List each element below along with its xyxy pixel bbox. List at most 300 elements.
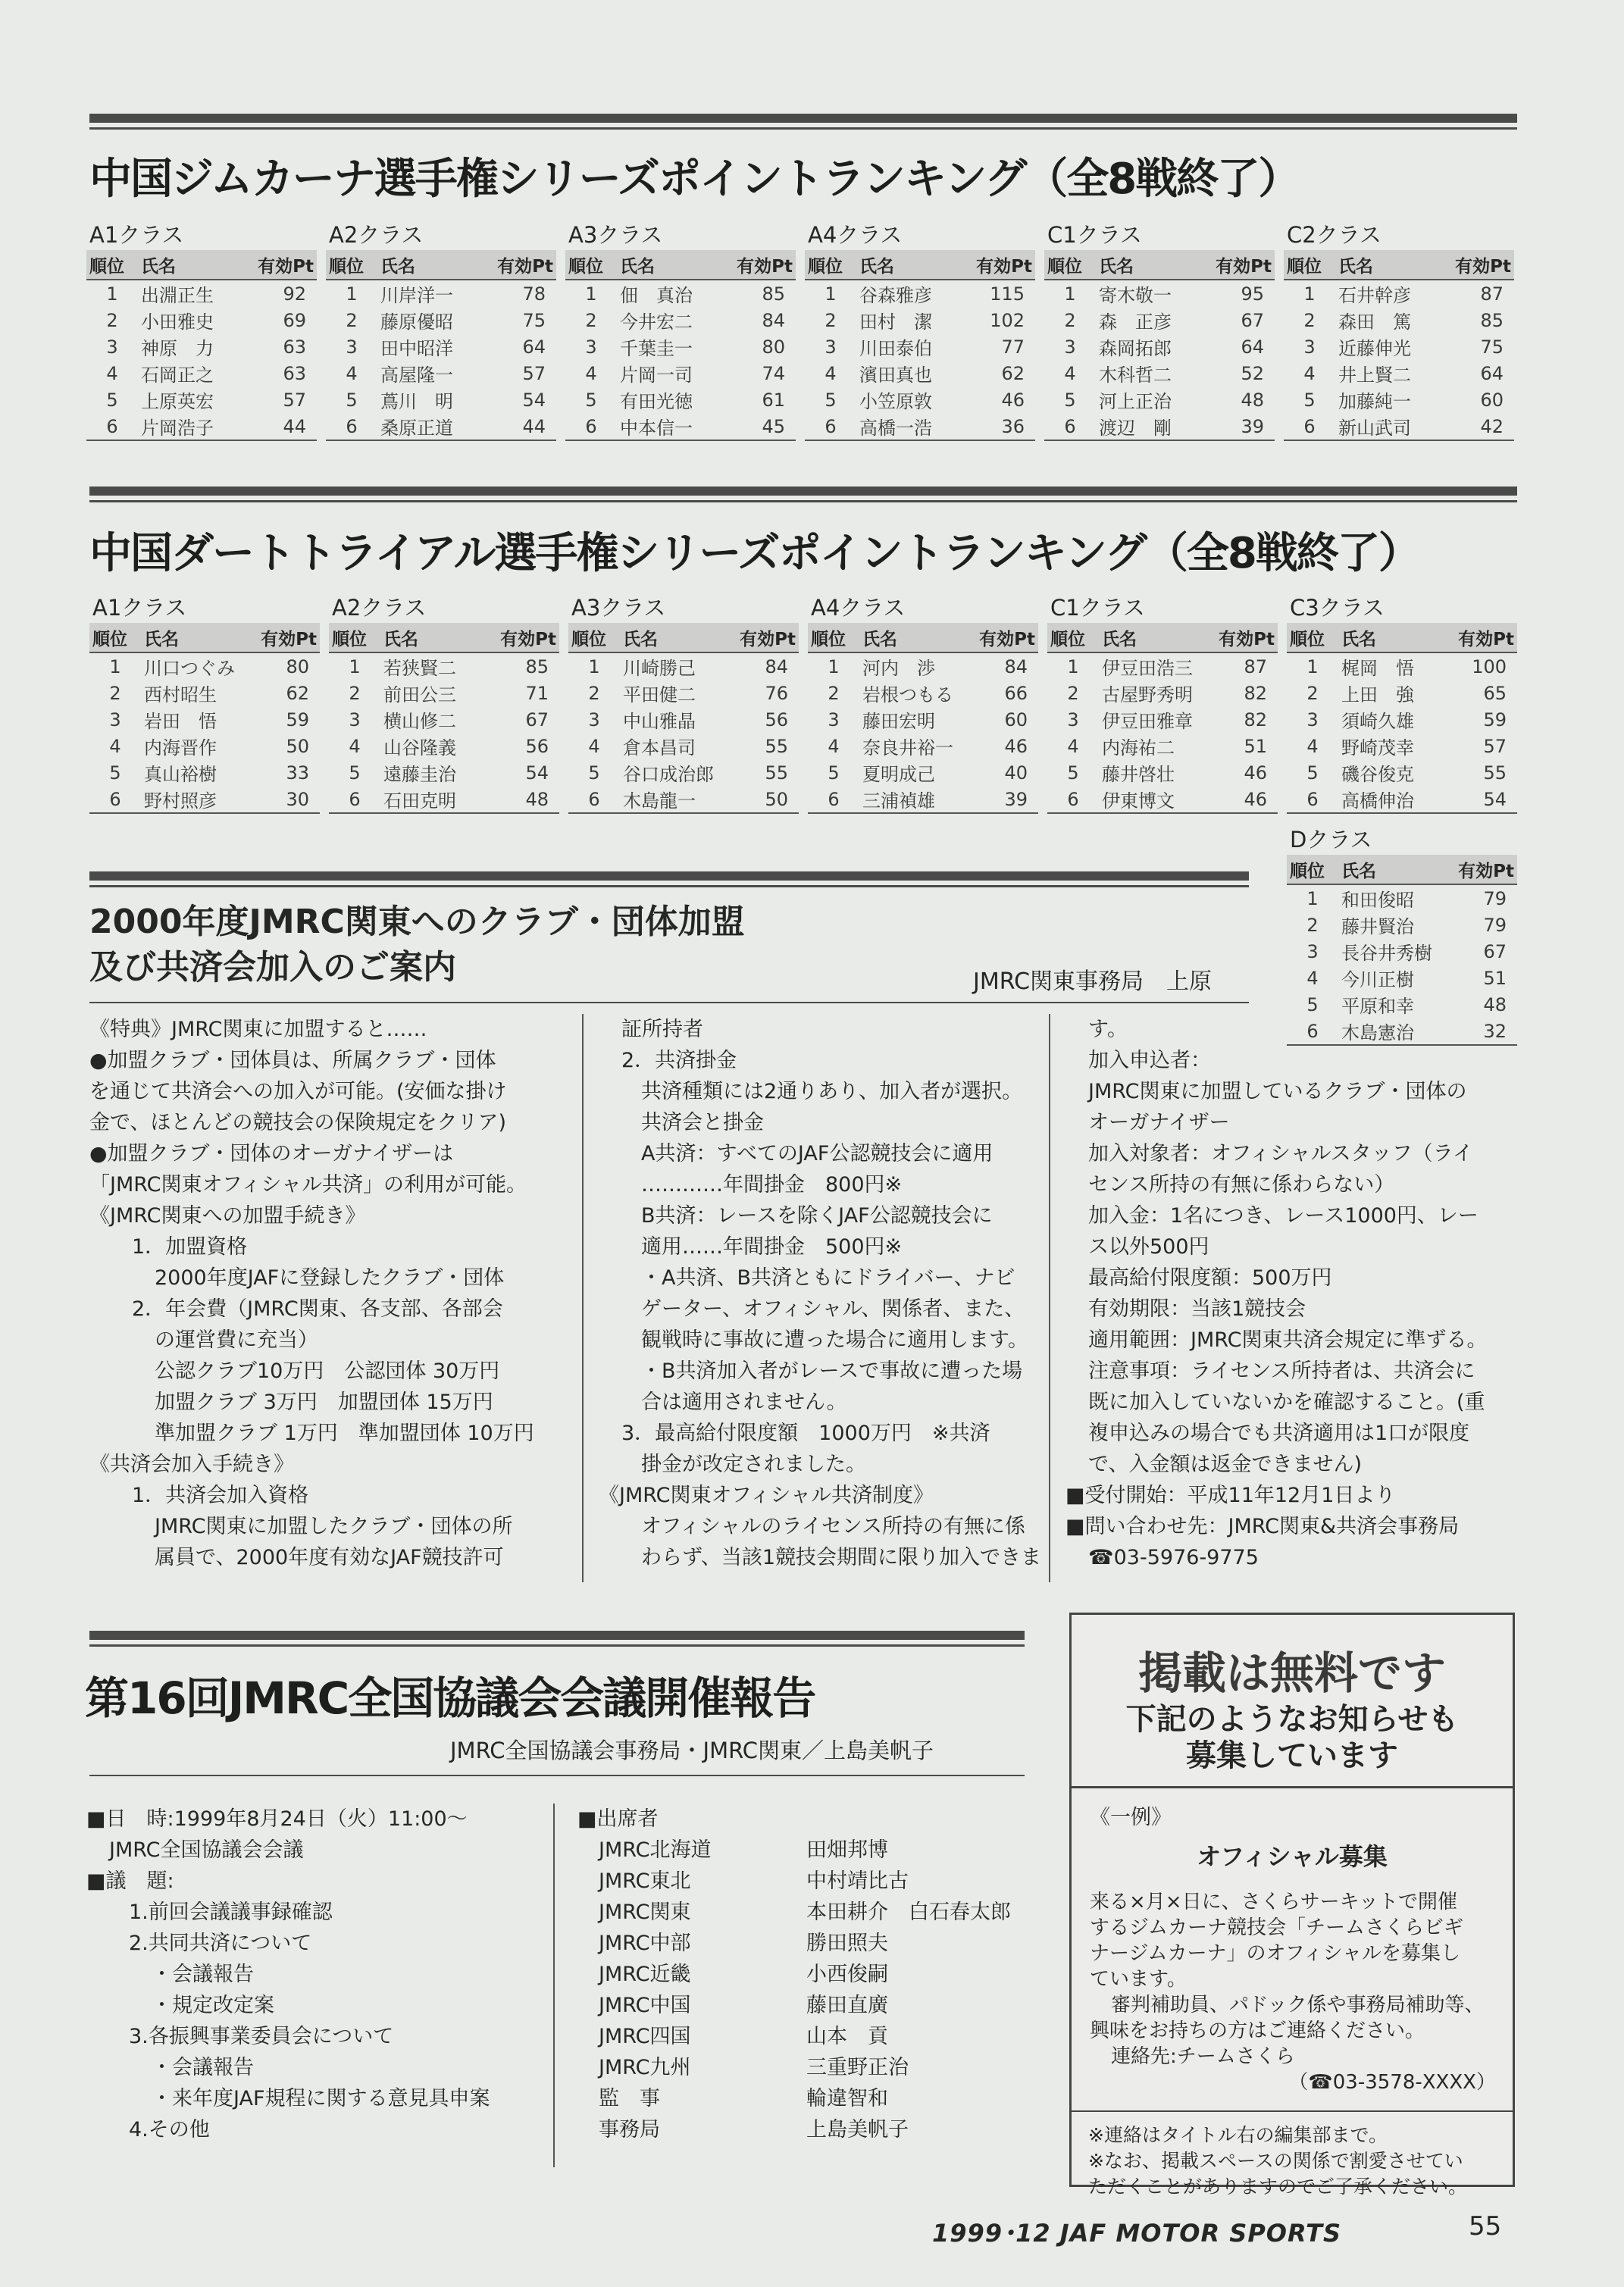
- text-line: オフィシャルのライセンス所持の有無に係: [641, 1515, 1026, 1538]
- text-line: 加入金：1名につき、レース1000円、レー: [1088, 1204, 1478, 1228]
- section-rule: [89, 1644, 1025, 1647]
- club-column-2: [599, 1014, 1042, 1573]
- attendee-group: JMRC九州: [599, 2056, 691, 2079]
- points-cell: 64: [1480, 362, 1504, 384]
- notice-headline: 掲載は無料です: [1137, 1647, 1446, 1699]
- dirt-ranking-table: [808, 623, 1038, 814]
- name-cell: 伊豆田雅章: [1102, 711, 1193, 732]
- points-cell: 46: [1244, 762, 1267, 784]
- attendee-row: [577, 1959, 1032, 1990]
- table-row: [1044, 360, 1275, 386]
- name-cell: 谷森雅彦: [859, 285, 932, 306]
- points-cell: 54: [1450, 786, 1517, 813]
- text-line: 《JMRC関東への加盟手続き》: [89, 1204, 366, 1228]
- table-row: [329, 652, 559, 680]
- table-row: [1287, 884, 1517, 912]
- rank-cell: 2: [1306, 914, 1319, 936]
- points-cell: 78: [522, 283, 546, 305]
- text-line: 1．共済会加入資格: [132, 1484, 309, 1507]
- gymkhana-ranking-table: [565, 250, 796, 441]
- rank-header: 順位: [808, 623, 859, 652]
- rank-cell: 4: [825, 362, 837, 384]
- rank-cell: 4: [585, 362, 597, 384]
- notice-notes: [1072, 2120, 1513, 2203]
- rank-cell: 2: [825, 309, 837, 331]
- table-row: [565, 413, 796, 440]
- table-row: [1287, 965, 1517, 991]
- name-cell: 真山裕樹: [144, 764, 217, 785]
- name-cell: 藤井啓壮: [1102, 764, 1175, 785]
- name-cell: 前田公三: [383, 684, 456, 705]
- table-row: [1044, 413, 1275, 440]
- text-line: ゲーター、オフィシャル、関係者、また、: [641, 1297, 1025, 1321]
- table-row: [805, 307, 1035, 333]
- text-line: ●加盟クラブ・団体のオーガナイザーは: [89, 1142, 454, 1165]
- notice-example-title: オフィシャル募集: [1197, 1842, 1388, 1871]
- rank-cell: 4: [346, 362, 358, 384]
- gymkhana-class-block: [565, 220, 796, 441]
- name-cell: 梶岡 悟: [1341, 658, 1414, 679]
- text-line: ■日 時:1999年8月24日（火）11:00〜: [86, 1807, 468, 1831]
- table-row: [86, 280, 317, 307]
- name-cell: 高橋一浩: [856, 413, 968, 440]
- table-row: [89, 652, 320, 680]
- dirt-class-block: [89, 593, 320, 814]
- rank-cell: 4: [109, 735, 121, 757]
- table-row: [1047, 759, 1278, 786]
- rank-cell: 4: [1306, 967, 1319, 989]
- rank-cell: 5: [1306, 993, 1319, 1015]
- rank-cell: 5: [1303, 389, 1316, 411]
- name-header: 氏名: [138, 250, 250, 280]
- text-line: 金で、ほとんどの競技会の保険規定をクリア): [89, 1111, 506, 1134]
- points-cell: 55: [765, 735, 788, 757]
- points-cell: 60: [1480, 389, 1504, 411]
- name-cell: 若狭賢二: [383, 658, 456, 679]
- name-header: 氏名: [856, 250, 968, 280]
- dirt-class-label: Dクラス: [1290, 827, 1372, 853]
- name-cell: 蔦川 明: [380, 391, 453, 412]
- dirt-class-block: [1287, 593, 1517, 814]
- points-cell: 67: [525, 709, 549, 731]
- attendee-name: 上島美帆子: [806, 2118, 909, 2142]
- attendee-group: JMRC東北: [599, 1869, 691, 1893]
- table-row: [1284, 386, 1514, 413]
- club-author: JMRC関東事務局 上原: [973, 968, 1213, 995]
- dirt-class-block: [808, 593, 1038, 814]
- attendee-row: [577, 2021, 1032, 2052]
- name-cell: 濱田真也: [859, 364, 932, 386]
- rank-cell: 3: [828, 709, 840, 731]
- text-line: 3．最高給付限度額 1000万円 ※共済: [621, 1422, 990, 1445]
- text-line: JMRC関東に加盟しているクラブ・団体の: [1088, 1080, 1467, 1103]
- dirt-class-label: A4クラス: [811, 595, 906, 621]
- name-cell: 千葉圭一: [620, 338, 693, 359]
- table-row: [329, 706, 559, 733]
- name-cell: 寄木敬一: [1099, 285, 1172, 306]
- table-row: [808, 786, 1038, 813]
- text-line: 1.前回会議議事録確認: [129, 1901, 333, 1924]
- notice-example-label: 《一例》: [1090, 1806, 1172, 1829]
- table-row: [86, 307, 317, 333]
- name-cell: 上原英宏: [141, 391, 214, 412]
- rank-cell: 6: [1287, 1018, 1338, 1045]
- text-line: 最高給付限度額：500万円: [1088, 1266, 1332, 1290]
- meeting-author: JMRC全国協議会事務局・JMRC関東／上島美帆子: [450, 1738, 934, 1763]
- points-cell: 85: [525, 655, 549, 677]
- name-header: 氏名: [141, 623, 253, 652]
- rank-cell: 5: [828, 762, 840, 784]
- rank-cell: 3: [825, 336, 837, 358]
- table-row: [1284, 280, 1514, 307]
- rank-cell: 5: [825, 389, 837, 411]
- name-cell: 森 正彦: [1099, 311, 1172, 333]
- gymkhana-class-block: [805, 220, 1035, 441]
- table-row: [1044, 307, 1275, 333]
- notice-note-2: ※なお、掲載スペースの関係で割愛させてい: [1088, 2150, 1463, 2172]
- table-row: [805, 386, 1035, 413]
- rank-header: 順位: [89, 623, 141, 652]
- rank-cell: 1: [1064, 283, 1076, 305]
- points-cell: 71: [525, 682, 549, 704]
- name-cell: 岩田 悟: [144, 711, 217, 732]
- gymkhana-ranking-table: [86, 250, 317, 441]
- section-rule: [89, 1631, 1025, 1640]
- table-row: [329, 786, 559, 813]
- club-column-1: [89, 1014, 537, 1573]
- rank-cell: 3: [106, 336, 118, 358]
- name-cell: 新山武司: [1335, 413, 1447, 440]
- notice-line: （☎03-3578-XXXX）: [1288, 2071, 1496, 2094]
- text-line: 2.共同共済について: [129, 1932, 312, 1955]
- table-row: [565, 333, 796, 360]
- rank-cell: 4: [1306, 735, 1319, 757]
- rank-cell: 2: [828, 682, 840, 704]
- gymkhana-class-label: C1クラス: [1047, 222, 1142, 248]
- text-line: 共済会と掛金: [641, 1111, 764, 1134]
- table-row: [1284, 413, 1514, 440]
- points-cell: 95: [1241, 283, 1264, 305]
- table-row: [1284, 333, 1514, 360]
- dirt-class-label: C1クラス: [1050, 595, 1145, 621]
- name-cell: 伊東博文: [1099, 786, 1211, 813]
- section-rule: [89, 486, 1517, 496]
- attendee-name: 勝田照夫: [806, 1932, 888, 1955]
- name-cell: 伊豆田浩三: [1102, 658, 1193, 679]
- points-cell: 64: [1241, 336, 1264, 358]
- rank-cell: 1: [1306, 655, 1319, 677]
- gymkhana-class-label: A1クラス: [89, 222, 184, 248]
- name-cell: 平原和幸: [1341, 996, 1414, 1017]
- name-header: 氏名: [1099, 623, 1211, 652]
- rank-header: 順位: [1044, 250, 1096, 280]
- attendee-group: 監 事: [599, 2087, 660, 2110]
- rank-cell: 5: [346, 389, 358, 411]
- rank-cell: 2: [346, 309, 358, 331]
- dirt-class-label: A1クラス: [92, 595, 187, 621]
- points-cell: 75: [1480, 336, 1504, 358]
- notice-line: ナージムカーナ」のオフィシャルを募集し: [1090, 1942, 1461, 1965]
- text-line: わらず、当該1競技会期間に限り加入できま: [641, 1546, 1042, 1569]
- points-cell: 42: [1447, 413, 1514, 440]
- name-cell: 今川正樹: [1341, 969, 1414, 990]
- points-cell: 54: [522, 389, 546, 411]
- points-cell: 39: [972, 786, 1038, 813]
- gymkhana-class-block: [1284, 220, 1514, 441]
- text-line: 既に加入していないかを確認すること。(重: [1088, 1391, 1485, 1414]
- table-row: [565, 307, 796, 333]
- name-cell: 木島龍一: [620, 786, 732, 813]
- rank-cell: 1: [106, 283, 118, 305]
- points-cell: 60: [1004, 709, 1028, 731]
- name-cell: 中本信一: [617, 413, 729, 440]
- notice-box: [1069, 1613, 1515, 2198]
- points-cell: 56: [525, 735, 549, 757]
- rank-cell: 2: [1064, 309, 1076, 331]
- rank-cell: 6: [86, 413, 138, 440]
- rank-cell: 4: [1303, 362, 1316, 384]
- rank-cell: 5: [109, 762, 121, 784]
- name-cell: 川岸洋一: [380, 285, 453, 306]
- table-row: [805, 360, 1035, 386]
- points-cell: 63: [283, 336, 306, 358]
- text-line: ・会議報告: [152, 2056, 254, 2079]
- attendee-group: JMRC関東: [599, 1901, 691, 1924]
- meeting-title: 第16回JMRC全国協議会会議開催報告: [85, 1672, 815, 1724]
- text-line: B共済：レースを除くJAF公認競技会に: [641, 1204, 993, 1228]
- table-row: [1047, 733, 1278, 759]
- rank-cell: 2: [588, 682, 600, 704]
- notice-body: [1072, 1872, 1513, 2095]
- attendee-name: 中村靖比古: [806, 1869, 909, 1893]
- text-line: JMRC関東に加盟したクラブ・団体の所: [155, 1515, 513, 1538]
- text-line: 有効期限：当該1競技会: [1088, 1297, 1306, 1321]
- points-cell: 85: [762, 283, 785, 305]
- table-row: [89, 680, 320, 706]
- points-header: 有効Pt: [972, 623, 1038, 652]
- dirt-class-block: [1047, 593, 1278, 814]
- points-cell: 44: [250, 413, 317, 440]
- points-cell: 77: [1001, 336, 1025, 358]
- notice-sub1: 下記のようなお知らせも: [1125, 1702, 1459, 1737]
- rank-header: 順位: [1047, 623, 1099, 652]
- table-row: [805, 280, 1035, 307]
- club-title-line2: 及び共済会加入のご案内: [89, 948, 456, 987]
- attendee-name: 小西俊嗣: [806, 1963, 888, 1986]
- text-line: ■受付開始：平成11年12月1日より: [1065, 1484, 1396, 1507]
- text-line: ■問い合わせ先：JMRC関東&共済会事務局: [1065, 1515, 1460, 1538]
- points-cell: 100: [1472, 655, 1507, 677]
- table-row: [1287, 786, 1517, 813]
- name-header: 氏名: [617, 250, 729, 280]
- text-line: 4.その他: [129, 2118, 210, 2142]
- text-line: ・規定改定案: [152, 1994, 274, 2017]
- table-row: [808, 706, 1038, 733]
- points-cell: 75: [522, 309, 546, 331]
- name-cell: 夏明成己: [862, 764, 935, 785]
- table-row: [86, 413, 317, 440]
- rank-cell: 6: [1284, 413, 1335, 440]
- table-row: [568, 706, 799, 733]
- name-cell: 西村昭生: [144, 684, 217, 705]
- notice-line: 審判補助員、パドック係や事務局補助等、: [1111, 1994, 1485, 2016]
- gymkhana-class-label: A3クラス: [568, 222, 663, 248]
- text-line: 公認クラブ10万円 公認団体 30万円: [155, 1359, 500, 1383]
- points-cell: 79: [1483, 914, 1507, 936]
- table-row: [326, 307, 556, 333]
- table-row: [329, 680, 559, 706]
- name-cell: 今井宏二: [620, 311, 693, 333]
- gymkhana-class-block: [1044, 220, 1275, 441]
- dirt-ranking-table: [1047, 623, 1278, 814]
- table-row: [565, 386, 796, 413]
- name-cell: 内海晋作: [144, 737, 217, 759]
- name-cell: 木島憲治: [1338, 1018, 1450, 1045]
- name-cell: 遠藤圭治: [383, 764, 456, 785]
- points-cell: 82: [1244, 682, 1267, 704]
- rank-cell: 5: [585, 389, 597, 411]
- points-header: 有効Pt: [253, 623, 320, 652]
- name-header: 氏名: [380, 623, 493, 652]
- notice-line: 来る×月×日に、さくらサーキットで開催: [1090, 1891, 1458, 1913]
- points-cell: 54: [525, 762, 549, 784]
- table-row: [568, 733, 799, 759]
- section-rule: [89, 1775, 1025, 1776]
- club-column-3: [1065, 1014, 1520, 1573]
- gymkhana-ranking-table: [805, 250, 1035, 441]
- name-cell: 桑原正道: [377, 413, 490, 440]
- text-line: ・来年度JAF規程に関する意見具申案: [152, 2087, 490, 2110]
- footer-magazine: 1999･12 JAF MOTOR SPORTS: [932, 2219, 1342, 2248]
- dirt-ranking-table: [1287, 623, 1517, 814]
- name-cell: 片岡一司: [620, 364, 693, 386]
- table-row: [1287, 759, 1517, 786]
- table-row: [1284, 307, 1514, 333]
- dirt-ranking-table: [568, 623, 799, 814]
- rank-cell: 5: [588, 762, 600, 784]
- text-line: 2．共済掛金: [621, 1049, 737, 1072]
- points-cell: 84: [1004, 655, 1028, 677]
- name-cell: 和田俊昭: [1341, 890, 1414, 911]
- gymkhana-ranking-table: [1284, 250, 1514, 441]
- points-cell: 67: [1483, 940, 1507, 962]
- attendee-group: JMRC四国: [599, 2025, 691, 2048]
- table-row: [326, 386, 556, 413]
- table-row: [1287, 652, 1517, 680]
- attendee-group: 事務局: [599, 2118, 660, 2142]
- dirt-class-label: A2クラス: [332, 595, 427, 621]
- gymkhana-ranking-table: [1044, 250, 1275, 441]
- points-cell: 57: [522, 362, 546, 384]
- points-cell: 62: [286, 682, 309, 704]
- points-cell: 61: [762, 389, 785, 411]
- table-row: [326, 360, 556, 386]
- text-line: 加入対象者：オフィシャルスタッフ（ライ: [1088, 1142, 1473, 1165]
- points-cell: 48: [493, 786, 559, 813]
- name-cell: 高橋伸治: [1338, 786, 1450, 813]
- points-cell: 30: [253, 786, 320, 813]
- rank-cell: 1: [1067, 655, 1079, 677]
- name-cell: 田村 潔: [859, 311, 932, 333]
- attendees-label: ■出席者: [577, 1807, 659, 1831]
- points-cell: 46: [1001, 389, 1025, 411]
- name-cell: 古屋野秀明: [1102, 684, 1193, 705]
- attendee-row: [577, 2114, 1032, 2145]
- table-row: [565, 360, 796, 386]
- rank-cell: 4: [1067, 735, 1079, 757]
- rank-cell: 1: [585, 283, 597, 305]
- attendee-row: [577, 1990, 1032, 2021]
- text-line: オーガナイザー: [1088, 1111, 1230, 1134]
- text-line: 《JMRC関東オフィシャル共済制度》: [599, 1484, 934, 1507]
- table-row: [1044, 386, 1275, 413]
- attendee-row: [577, 1866, 1032, 1897]
- table-row: [89, 759, 320, 786]
- attendee-row: [577, 1897, 1032, 1928]
- attendee-row: [577, 1928, 1032, 1959]
- rank-header: 順位: [1287, 855, 1338, 884]
- name-cell: 近藤伸光: [1338, 338, 1411, 359]
- table-row: [808, 652, 1038, 680]
- points-cell: 59: [286, 709, 309, 731]
- notice-divider: [1072, 2110, 1513, 2112]
- table-row: [1284, 360, 1514, 386]
- points-cell: 44: [490, 413, 556, 440]
- table-row: [808, 733, 1038, 759]
- name-header: 氏名: [1096, 250, 1208, 280]
- rank-cell: 4: [1064, 362, 1076, 384]
- name-cell: 藤田宏明: [862, 711, 935, 732]
- gymkhana-class-block: [86, 220, 317, 441]
- name-cell: 川田泰伯: [859, 338, 932, 359]
- rank-cell: 3: [346, 336, 358, 358]
- text-line: ・B共済加入者がレースで事故に遭った場: [641, 1359, 1023, 1383]
- text-line: …………年間掛金 800円※: [641, 1173, 903, 1197]
- text-line: す。: [1088, 1018, 1128, 1041]
- table-row: [808, 680, 1038, 706]
- points-cell: 48: [1241, 389, 1264, 411]
- points-cell: 36: [968, 413, 1035, 440]
- text-line: 《共済会加入手続き》: [89, 1453, 294, 1476]
- points-cell: 51: [1483, 967, 1507, 989]
- points-cell: 50: [286, 735, 309, 757]
- meeting-attendees: [577, 1804, 1032, 2145]
- rank-cell: 3: [109, 709, 121, 731]
- section-rule: [89, 1002, 1249, 1003]
- points-cell: 87: [1244, 655, 1267, 677]
- name-cell: 田中昭洋: [380, 338, 453, 359]
- rank-header: 順位: [86, 250, 138, 280]
- table-row: [326, 413, 556, 440]
- points-cell: 57: [1483, 735, 1507, 757]
- name-header: 氏名: [859, 623, 972, 652]
- table-row: [1044, 280, 1275, 307]
- meeting-agenda: [86, 1804, 541, 2145]
- text-line: 複申込みの場合でも共済適用は1口が限度: [1088, 1422, 1470, 1445]
- points-cell: 82: [1244, 709, 1267, 731]
- points-cell: 65: [1483, 682, 1507, 704]
- text-line: を通じて共済会への加入が可能。(安価な掛け: [89, 1080, 507, 1103]
- rank-cell: 2: [1303, 309, 1316, 331]
- points-cell: 63: [283, 362, 306, 384]
- name-cell: 長谷井秀樹: [1341, 943, 1432, 964]
- table-row: [86, 386, 317, 413]
- table-row: [568, 759, 799, 786]
- points-cell: 46: [1211, 786, 1278, 813]
- attendee-name: 輪違智和: [806, 2087, 888, 2110]
- text-line: A共済：すべてのJAF公認競技会に適用: [641, 1142, 993, 1165]
- rank-header: 順位: [1287, 623, 1338, 652]
